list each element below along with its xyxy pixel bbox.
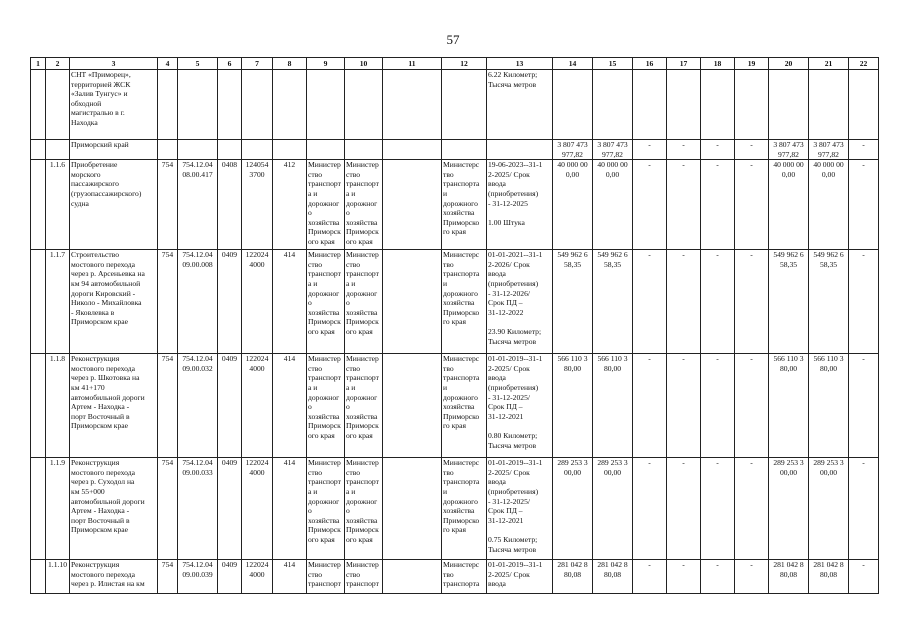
column-header-3: 3: [70, 58, 158, 70]
table-cell-col-5: 754.12.04 09.00.033: [178, 458, 218, 560]
column-header-2: 2: [46, 58, 70, 70]
table-cell-col-7: [242, 140, 273, 160]
column-header-15: 15: [593, 58, 633, 70]
table-cell-col-6: [218, 140, 242, 160]
table-cell-col-2: 1.1.8: [46, 354, 70, 458]
column-header-5: 5: [178, 58, 218, 70]
table-cell-col-5: 754.12.04 08.00.417: [178, 160, 218, 250]
table-cell-col-17: [667, 70, 701, 140]
table-cell-col-11: [383, 250, 442, 354]
table-cell-col-15: 40 000 00 0,00: [593, 160, 633, 250]
table-cell-col-6: 0408: [218, 160, 242, 250]
table-cell-col-19: [735, 70, 769, 140]
table-cell-col-1: [31, 160, 46, 250]
table-cell-col-16: -: [633, 354, 667, 458]
table-cell-col-22: -: [849, 560, 879, 594]
table-cell-col-6: [218, 70, 242, 140]
table-cell-col-21: 281 042 8 80,08: [809, 560, 849, 594]
table-cell-col-12: [442, 140, 487, 160]
table-cell-col-22: -: [849, 458, 879, 560]
table-cell-col-15: [593, 70, 633, 140]
table-cell-col-18: -: [701, 354, 735, 458]
table-cell-col-18: [701, 70, 735, 140]
table-cell-col-8: [273, 70, 307, 140]
table-cell-col-20: 40 000 00 0,00: [769, 160, 809, 250]
table-cell-col-13: 01-01-2019--31-1 2-2025/ Срок ввода (приобретения) - 31-12-2025/ Срок ПД – 31-12-2021 0.75 Километр; Тысяча метров: [487, 458, 553, 560]
table-cell-col-10: Министер ство транспорт: [345, 560, 383, 594]
column-header-10: 10: [345, 58, 383, 70]
table-cell-col-6: 0409: [218, 250, 242, 354]
table-cell-col-10: [345, 140, 383, 160]
table-cell-col-22: -: [849, 354, 879, 458]
table-cell-col-17: -: [667, 354, 701, 458]
table-cell-col-9: [307, 140, 345, 160]
column-header-17: 17: [667, 58, 701, 70]
table-cell-col-8: 414: [273, 458, 307, 560]
table-cell-col-19: -: [735, 140, 769, 160]
table-cell-col-20: 549 962 6 58,35: [769, 250, 809, 354]
table-cell-col-10: Министер ство транспорт а и дорожног о хозяйства Приморск ого края: [345, 458, 383, 560]
table-cell-col-19: -: [735, 250, 769, 354]
table-cell-col-10: Министер ство транспорт а и дорожног о хозяйства Приморск ого края: [345, 250, 383, 354]
table-cell-col-17: -: [667, 160, 701, 250]
table-cell-col-20: 289 253 3 00,00: [769, 458, 809, 560]
table-cell-col-15: 549 962 6 58,35: [593, 250, 633, 354]
table-cell-col-22: -: [849, 160, 879, 250]
table-row: [31, 458, 879, 560]
column-header-22: 22: [849, 58, 879, 70]
table-cell-col-18: -: [701, 458, 735, 560]
table-cell-col-15: 289 253 3 00,00: [593, 458, 633, 560]
table-cell-col-1: [31, 354, 46, 458]
table-cell-col-22: -: [849, 250, 879, 354]
table-cell-col-8: 414: [273, 354, 307, 458]
table-cell-col-5: 754.12.04 09.00.032: [178, 354, 218, 458]
table-cell-col-21: 40 000 00 0,00: [809, 160, 849, 250]
table-cell-col-11: [383, 140, 442, 160]
table-cell-col-2: 1.1.9: [46, 458, 70, 560]
table-cell-col-20: [769, 70, 809, 140]
column-header-6: 6: [218, 58, 242, 70]
table-cell-col-2: 1.1.7: [46, 250, 70, 354]
column-header-19: 19: [735, 58, 769, 70]
table-cell-col-16: [633, 70, 667, 140]
table-cell-col-12: Министерс тво транспорта и дорожного хозяйства Приморско го края: [442, 458, 487, 560]
header-row: [31, 58, 879, 70]
table-cell-col-16: -: [633, 160, 667, 250]
table-cell-col-8: 414: [273, 250, 307, 354]
table-cell-col-13: 01-01-2019--31-1 2-2025/ Срок ввода: [487, 560, 553, 594]
table-cell-col-15: 3 807 473 977,82: [593, 140, 633, 160]
column-header-13: 13: [487, 58, 553, 70]
table-cell-col-2: 1.1.6: [46, 160, 70, 250]
table-cell-col-3: Строительство мостового перехода через р. Арсеньевка на км 94 автомобильной дороги Кировский - Николо - Михайловка - Яковлевка в Приморском крае: [70, 250, 158, 354]
table-cell-col-16: -: [633, 560, 667, 594]
table-cell-col-19: -: [735, 560, 769, 594]
table-cell-col-15: 281 042 8 80,08: [593, 560, 633, 594]
table-cell-col-17: -: [667, 560, 701, 594]
column-header-9: 9: [307, 58, 345, 70]
column-header-20: 20: [769, 58, 809, 70]
table-cell-col-4: 754: [158, 560, 178, 594]
table-cell-col-14: 40 000 00 0,00: [553, 160, 593, 250]
table-cell-col-9: Министер ство транспорт а и дорожног о хозяйства Приморск ого края: [307, 354, 345, 458]
table-cell-col-21: 3 807 473 977,82: [809, 140, 849, 160]
table-cell-col-18: -: [701, 140, 735, 160]
table-cell-col-2: [46, 70, 70, 140]
table-cell-col-7: 122024 4000: [242, 250, 273, 354]
table-cell-col-3: Реконструкция мостового перехода через р. Илистая на км: [70, 560, 158, 594]
table-cell-col-10: Министер ство транспорт а и дорожног о хозяйства Приморск ого края: [345, 160, 383, 250]
table-cell-col-3: Приморский край: [70, 140, 158, 160]
table-cell-col-17: -: [667, 140, 701, 160]
table-cell-col-7: 122024 4000: [242, 354, 273, 458]
table-cell-col-6: 0409: [218, 458, 242, 560]
column-header-4: 4: [158, 58, 178, 70]
table-cell-col-9: Министер ство транспорт а и дорожног о хозяйства Приморск ого края: [307, 250, 345, 354]
table-cell-col-16: -: [633, 458, 667, 560]
table-cell-col-14: 281 042 8 80,08: [553, 560, 593, 594]
table-cell-col-5: 754.12.04 09.00.008: [178, 250, 218, 354]
table-cell-col-4: [158, 140, 178, 160]
table-row: [31, 160, 879, 250]
table-cell-col-19: -: [735, 354, 769, 458]
table-cell-col-4: 754: [158, 250, 178, 354]
table-cell-col-5: 754.12.04 09.00.039: [178, 560, 218, 594]
table-cell-col-6: 0409: [218, 354, 242, 458]
table-cell-col-10: [345, 70, 383, 140]
page-number: 57: [446, 32, 460, 47]
table-row: [31, 140, 879, 160]
table-cell-col-7: [242, 70, 273, 140]
table-cell-col-9: Министер ство транспорт а и дорожног о хозяйства Приморск ого края: [307, 458, 345, 560]
table-cell-col-13: 01-01-2021--31-1 2-2026/ Срок ввода (приобретения) - 31-12-2026/ Срок ПД – 31-12-2022 23.90 Километр; Тысяча метров: [487, 250, 553, 354]
table-cell-col-14: 549 962 6 58,35: [553, 250, 593, 354]
table-cell-col-11: [383, 70, 442, 140]
table-cell-col-22: [849, 70, 879, 140]
table-cell-col-8: 414: [273, 560, 307, 594]
table-row: [31, 354, 879, 458]
column-header-8: 8: [273, 58, 307, 70]
table-cell-col-3: Приобретение морского пассажирского (грузопассажирского) судна: [70, 160, 158, 250]
column-header-1: 1: [31, 58, 46, 70]
table-cell-col-1: [31, 250, 46, 354]
table-cell-col-21: 566 110 3 80,00: [809, 354, 849, 458]
table-cell-col-19: -: [735, 458, 769, 560]
table-cell-col-20: 3 807 473 977,82: [769, 140, 809, 160]
table-cell-col-13: 6.22 Километр; Тысяча метров: [487, 70, 553, 140]
table-cell-col-3: СНТ «Приморец», территорией ЖСК «Залив Тунгус» и обходной магистралью в г. Находка: [70, 70, 158, 140]
column-header-21: 21: [809, 58, 849, 70]
table-cell-col-3: Реконструкция мостового перехода через р. Суходол на км 55+000 автомобильной дороги Артем - Находка - порт Восточный в Приморском крае: [70, 458, 158, 560]
table-cell-col-13: [487, 140, 553, 160]
table-cell-col-9: [307, 70, 345, 140]
table-cell-col-2: [46, 140, 70, 160]
table-cell-col-11: [383, 354, 442, 458]
table-cell-col-14: 289 253 3 00,00: [553, 458, 593, 560]
table-cell-col-11: [383, 458, 442, 560]
table-row: [31, 250, 879, 354]
table-cell-col-20: 566 110 3 80,00: [769, 354, 809, 458]
table-cell-col-12: [442, 70, 487, 140]
table-cell-col-21: [809, 70, 849, 140]
table-cell-col-4: 754: [158, 354, 178, 458]
table-cell-col-15: 566 110 3 80,00: [593, 354, 633, 458]
table-cell-col-11: [383, 160, 442, 250]
table-cell-col-7: 124054 3700: [242, 160, 273, 250]
table-cell-col-16: -: [633, 140, 667, 160]
table-cell-col-19: -: [735, 160, 769, 250]
table-cell-col-11: [383, 560, 442, 594]
table-row: [31, 560, 879, 594]
column-header-16: 16: [633, 58, 667, 70]
table-cell-col-12: Министерс тво транспорта и дорожного хозяйства Приморско го края: [442, 160, 487, 250]
column-header-12: 12: [442, 58, 487, 70]
table-cell-col-7: 122024 4000: [242, 560, 273, 594]
table-cell-col-1: [31, 560, 46, 594]
table-cell-col-21: 549 962 6 58,35: [809, 250, 849, 354]
table-cell-col-13: 01-01-2019--31-1 2-2025/ Срок ввода (приобретения) - 31-12-2025/ Срок ПД – 31-12-2021 0.80 Километр; Тысяча метров: [487, 354, 553, 458]
table-cell-col-9: Министер ство транспорт: [307, 560, 345, 594]
table-cell-col-8: [273, 140, 307, 160]
column-header-18: 18: [701, 58, 735, 70]
table-cell-col-5: [178, 70, 218, 140]
table-cell-col-17: -: [667, 458, 701, 560]
table-cell-col-12: Министерс тво транспорта и дорожного хозяйства Приморско го края: [442, 354, 487, 458]
table-cell-col-10: Министер ство транспорт а и дорожног о хозяйства Приморск ого края: [345, 354, 383, 458]
table-cell-col-16: -: [633, 250, 667, 354]
column-header-7: 7: [242, 58, 273, 70]
table-cell-col-4: 754: [158, 160, 178, 250]
table-cell-col-18: -: [701, 250, 735, 354]
table-cell-col-22: -: [849, 140, 879, 160]
table-cell-col-12: Министерс тво транспорта: [442, 560, 487, 594]
table-cell-col-9: Министер ство транспорт а и дорожног о хозяйства Приморск ого края: [307, 160, 345, 250]
table-cell-col-5: [178, 140, 218, 160]
column-header-14: 14: [553, 58, 593, 70]
table-cell-col-1: [31, 140, 46, 160]
table-cell-col-14: 566 110 3 80,00: [553, 354, 593, 458]
table-cell-col-1: [31, 70, 46, 140]
table-cell-col-18: -: [701, 560, 735, 594]
table-cell-col-20: 281 042 8 80,08: [769, 560, 809, 594]
table-cell-col-4: [158, 70, 178, 140]
column-header-11: 11: [383, 58, 442, 70]
table-cell-col-4: 754: [158, 458, 178, 560]
table-cell-col-6: 0409: [218, 560, 242, 594]
table-cell-col-1: [31, 458, 46, 560]
data-table: [30, 57, 879, 594]
table-cell-col-7: 122024 4000: [242, 458, 273, 560]
table-cell-col-21: 289 253 3 00,00: [809, 458, 849, 560]
table-cell-col-13: 19-06-2023--31-1 2-2025/ Срок ввода (приобретения) - 31-12-2025 1.00 Штука: [487, 160, 553, 250]
table-cell-col-18: -: [701, 160, 735, 250]
table-cell-col-12: Министерс тво транспорта и дорожного хозяйства Приморско го края: [442, 250, 487, 354]
table-cell-col-2: 1.1.10: [46, 560, 70, 594]
table-cell-col-17: -: [667, 250, 701, 354]
table-cell-col-3: Реконструкция мостового перехода через р. Шкотовка на км 41+170 автомобильной дороги Артем - Находка - порт Восточный в Приморском крае: [70, 354, 158, 458]
table-cell-col-14: 3 807 473 977,82: [553, 140, 593, 160]
table-row: [31, 70, 879, 140]
table-cell-col-8: 412: [273, 160, 307, 250]
table-cell-col-14: [553, 70, 593, 140]
